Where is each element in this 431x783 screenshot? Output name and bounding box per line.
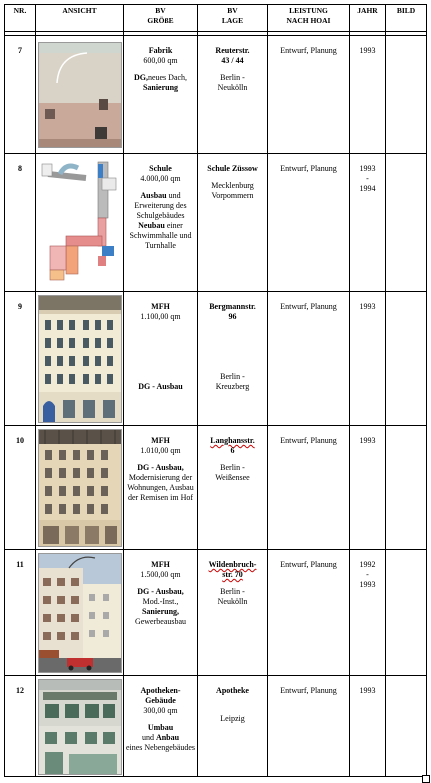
district: Kreuzberg [215, 382, 250, 391]
row-bild [386, 676, 426, 776]
row-bild [386, 426, 426, 550]
row-nr: 7 [5, 36, 36, 154]
header-bv-lage-line1: BV [227, 6, 238, 15]
row-bild [386, 550, 426, 676]
district: Neukölln [217, 597, 248, 606]
street-number: 96 [228, 312, 237, 321]
header-bv-groesse-line1: BV [155, 6, 166, 15]
building-desc-rest: Mod.-Inst., [142, 597, 179, 606]
row-jahr: 1993 [350, 292, 386, 426]
building-type: Schule [149, 164, 172, 173]
row-lage [198, 36, 268, 154]
header-bv-lage-line2: LAGE [221, 16, 244, 25]
row-image-cell [36, 36, 124, 154]
building-type: MFH [151, 302, 170, 311]
row-leistung: Entwurf, Planung [268, 154, 350, 292]
row-groesse [124, 676, 198, 776]
region: Mecklenburg [211, 181, 254, 190]
header-leistung-line1: LEISTUNG [289, 6, 328, 15]
building-desc: DG - Ausbau, [137, 463, 184, 472]
header-nr: NR. [5, 5, 36, 32]
header-bild: BILD [386, 5, 426, 32]
school-floorplan [38, 156, 122, 288]
mfh-wildenbruchstr-photo [38, 553, 122, 673]
row-groesse [124, 550, 198, 676]
table-row [5, 676, 426, 776]
row-leistung: Entwurf, Planung [268, 550, 350, 676]
mfh-bergmannstr-photo [38, 295, 122, 423]
row-lage [198, 154, 268, 292]
row-groesse [124, 292, 198, 426]
building-area: 1.500,00 qm [140, 570, 181, 579]
project-table [4, 4, 427, 777]
street: Reuterstr. [215, 46, 250, 55]
row-leistung: Entwurf, Planung [268, 292, 350, 426]
row-nr: 9 [5, 292, 36, 426]
table-row [5, 426, 426, 550]
row-image-cell [36, 154, 124, 292]
row-bild [386, 154, 426, 292]
building-desc: DG - Ausbau [138, 382, 183, 391]
row-image-cell [36, 676, 124, 776]
building-desc: Ausbau und Erweiterung des Schulgebäudes [134, 191, 187, 220]
row-lage [198, 292, 268, 426]
building-area: 1.100,00 qm [140, 312, 181, 321]
row-leistung: Entwurf, Planung [268, 676, 350, 776]
building-desc: DG,neues Dach, [133, 73, 188, 82]
row-image-cell [36, 292, 124, 426]
row-image-cell [36, 550, 124, 676]
building-desc-2: Modernisierung der Wohnungen, Ausbau der Remisen im Hof [127, 473, 194, 502]
row-jahr: 1992 - 1993 [350, 550, 386, 676]
row-jahr: 1993 [350, 426, 386, 550]
building-desc: Umbau [147, 723, 174, 732]
row-leistung: Entwurf, Planung [268, 36, 350, 154]
district: Weißensee [215, 473, 250, 482]
header-ansicht: ANSICHT [36, 5, 124, 32]
row-jahr: 1993 - 1994 [350, 154, 386, 292]
row-nr: 11 [5, 550, 36, 676]
street-number: str. 70 [222, 570, 243, 579]
table-row [5, 550, 426, 676]
building-desc-2: Sanierung, [141, 607, 180, 616]
row-lage [198, 550, 268, 676]
row-lage [198, 426, 268, 550]
resize-handle[interactable] [422, 775, 430, 783]
row-groesse [124, 426, 198, 550]
table-header [5, 5, 426, 32]
building-desc-2: und Anbau [141, 733, 180, 742]
factory-photo [38, 42, 122, 148]
city: Leipzig [220, 714, 245, 723]
street: Schule Züssow [207, 164, 258, 173]
header-leistung [268, 5, 350, 32]
row-nr: 10 [5, 426, 36, 550]
building-type: Apotheken- [140, 686, 181, 695]
street: Bergmannstr. [209, 302, 256, 311]
street: Langhansstr. [210, 436, 255, 445]
row-jahr: 1993 [350, 36, 386, 154]
row-groesse [124, 36, 198, 154]
building-type: MFH [151, 436, 170, 445]
building-area: 600,00 qm [143, 56, 178, 65]
street-number: 6 [230, 446, 235, 455]
row-bild [386, 292, 426, 426]
district: Neukölln [217, 83, 248, 92]
table-row [5, 154, 426, 292]
city: Berlin - [220, 463, 245, 472]
building-type: Fabrik [148, 46, 173, 55]
region-2: Vorpommern [211, 191, 254, 200]
apotheke-photo [38, 679, 122, 775]
building-desc-3: eines Nebengebäudes [125, 743, 196, 752]
row-bild [386, 36, 426, 154]
row-lage [198, 676, 268, 776]
building-area: 1.010,00 qm [140, 446, 181, 455]
header-bv-groesse-line2: GRÖßE [147, 16, 174, 25]
row-image-cell [36, 426, 124, 550]
street: Wildenbruch- [208, 560, 257, 569]
header-bv-groesse [124, 5, 198, 32]
row-nr: 8 [5, 154, 36, 292]
table-row [5, 36, 426, 154]
table-row [5, 292, 426, 426]
city: Berlin - [220, 372, 245, 381]
mfh-langhansstr-photo [38, 429, 122, 547]
building-type-2: Gebäude [145, 696, 176, 705]
row-jahr: 1993 [350, 676, 386, 776]
building-desc-2-rest: Gewerbeausbau [134, 617, 187, 626]
street: Apotheke [216, 686, 249, 695]
header-bv-lage [198, 5, 268, 32]
building-area: 4.000,00 qm [140, 174, 181, 183]
building-area: 300,00 qm [143, 706, 178, 715]
building-desc: DG - Ausbau, [137, 587, 184, 596]
city: Berlin - [220, 587, 245, 596]
header-leistung-line2: NACH HOAI [286, 16, 331, 25]
building-type: MFH [151, 560, 170, 569]
building-desc-2: Neubau einer Schwimmhalle und Turnhalle [129, 221, 192, 250]
city: Berlin - [220, 73, 245, 82]
building-desc-2: Sanierung [142, 83, 179, 92]
row-nr: 12 [5, 676, 36, 776]
row-leistung: Entwurf, Planung [268, 426, 350, 550]
street-number: 43 / 44 [221, 56, 244, 65]
row-groesse [124, 154, 198, 292]
header-jahr: JAHR [350, 5, 386, 32]
